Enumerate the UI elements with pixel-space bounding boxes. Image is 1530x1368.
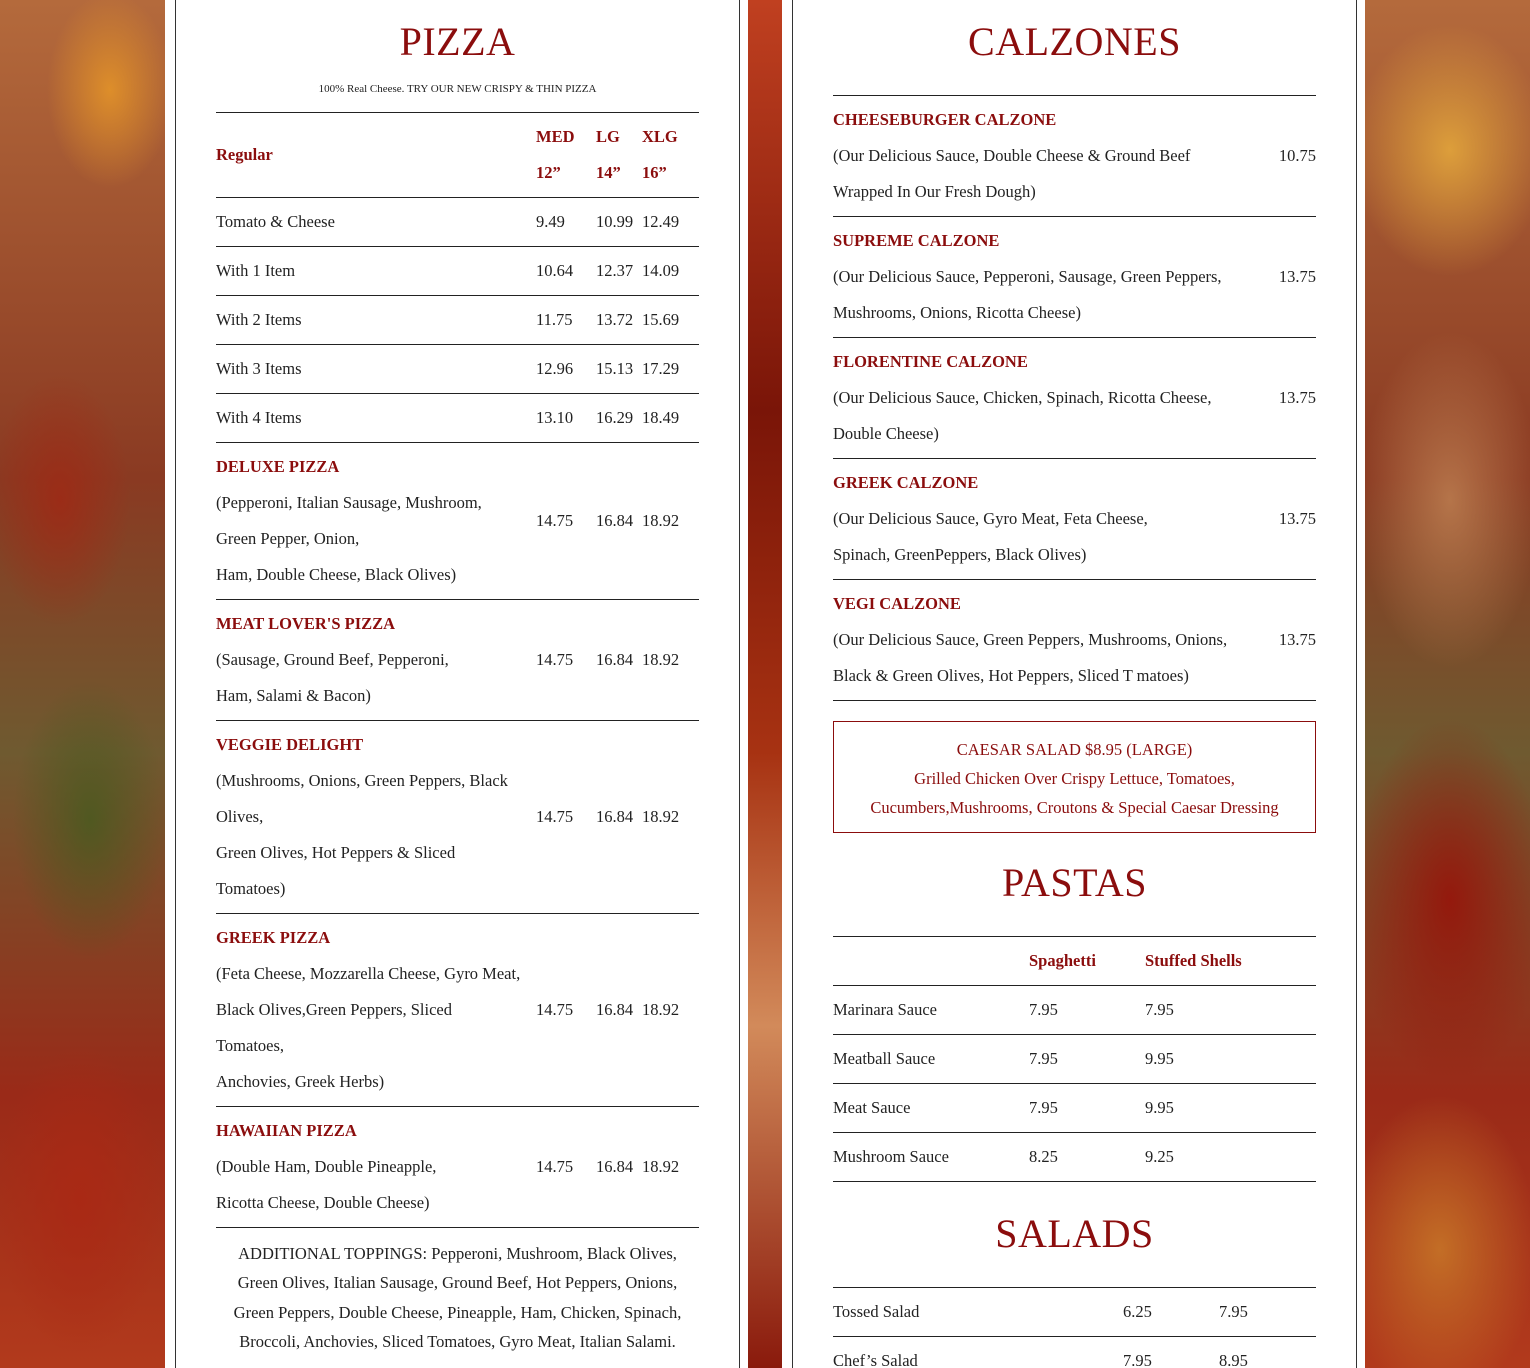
size-label: MED: [536, 127, 575, 146]
xlg-header: [642, 119, 699, 191]
price-lg: 16.84: [596, 1000, 634, 1019]
calzone-price: 10.75: [1278, 146, 1316, 165]
calzone-info: [833, 465, 1273, 573]
salad-list: [833, 1288, 1316, 1368]
price-med: 13.10: [536, 408, 574, 427]
toppings-line: Green Olives, Italian Sausage, Ground Beef, Hot Peppers, Onions,: [237, 1273, 678, 1293]
specialty-pizza-title: DELUXE PIZZA: [216, 457, 340, 476]
calzone-info: [833, 586, 1273, 694]
specialty-pizza-desc: Green Olives, Hot Peppers & Sliced: [216, 843, 456, 862]
price-lg: 15.13: [596, 359, 634, 378]
price-xlg: 18.92: [642, 511, 680, 530]
calzone-title: FLORENTINE CALZONE: [833, 352, 1028, 371]
specialty-pizza-title: HAWAIIAN PIZZA: [216, 1121, 357, 1140]
pizza-header-row: [216, 113, 699, 198]
toppings-line: Broccoli, Anchovies, Sliced Tomatoes, Gyro Meat, Italian Salami.: [239, 1331, 676, 1351]
pizza-simple-list: [216, 198, 699, 443]
specialty-pizza-desc: Anchovies, Greek Herbs): [216, 1072, 385, 1091]
specialty-pizza-desc: Black Olives,Green Peppers, Sliced: [216, 1000, 452, 1019]
salad-row: [833, 1337, 1316, 1368]
calzone-info: [833, 223, 1273, 331]
price-lg: 16.84: [596, 807, 634, 826]
salad-price-large: 7.95: [1219, 1302, 1248, 1321]
price-med: 10.64: [536, 261, 574, 280]
specialty-pizza-title: VEGGIE DELIGHT: [216, 735, 364, 754]
calzone-panel: [782, 0, 1365, 1368]
calzone-price: 13.75: [1278, 388, 1316, 407]
specialty-pizza-row: [216, 443, 699, 600]
calzone-desc: Black & Green Olives, Hot Peppers, Sliced T matoes): [833, 666, 1189, 685]
price-lg: 13.72: [596, 310, 634, 329]
price-lg: 16.84: [596, 1157, 634, 1176]
specialty-pizza-desc: Ricotta Cheese, Double Cheese): [216, 1193, 430, 1212]
pizza-name: With 1 Item: [216, 261, 296, 280]
pasta-name: Mushroom Sauce: [833, 1147, 949, 1166]
salad-name: Tossed Salad: [833, 1302, 920, 1321]
pizza-name: With 2 Items: [216, 310, 302, 329]
specialty-pizza-desc: Green Pepper, Onion,: [216, 529, 360, 548]
pasta-name: Meat Sauce: [833, 1098, 911, 1117]
specialty-pizza-info: [216, 443, 536, 599]
calzone-info: [833, 344, 1273, 452]
calzone-list: [833, 96, 1316, 701]
pizza-subtitle: 100% Real Cheese. TRY OUR NEW CRISPY & THIN PIZZA: [318, 83, 597, 95]
pizza-section: [216, 18, 699, 1356]
calzone-info: [833, 102, 1273, 210]
price-xlg: 18.92: [642, 1000, 680, 1019]
specialty-pizza-desc: Olives,: [216, 807, 264, 826]
size-label: XLG: [642, 127, 678, 146]
stuffed-shells-price: 9.25: [1145, 1147, 1174, 1166]
calzone-desc: (Our Delicious Sauce, Green Peppers, Mushrooms, Onions,: [833, 630, 1228, 649]
spaghetti-price: 7.95: [1029, 1049, 1058, 1068]
pizza-row: [216, 198, 699, 247]
price-xlg: 18.92: [642, 807, 680, 826]
specialty-pizza-desc: Tomatoes,: [216, 1036, 285, 1055]
price-lg: 16.84: [596, 511, 634, 530]
calzone-section: [833, 18, 1316, 1368]
specialty-pizza-row: [216, 721, 699, 914]
caesar-line: Cucumbers,Mushrooms, Croutons & Special Caesar Dressing: [870, 798, 1279, 817]
price-xlg: 18.92: [642, 650, 680, 669]
pizza-name: With 3 Items: [216, 359, 302, 378]
price-med: 14.75: [536, 807, 574, 826]
calzone-desc: (Our Delicious Sauce, Double Cheese & Ground Beef: [833, 146, 1191, 165]
calzone-desc: (Our Delicious Sauce, Gyro Meat, Feta Cheese,: [833, 509, 1148, 528]
additional-toppings: [216, 1228, 699, 1356]
pasta-list: [833, 986, 1316, 1182]
stuffed-shells-price: 7.95: [1145, 1000, 1174, 1019]
caesar-salad-box: [833, 721, 1316, 833]
pasta-name: Meatball Sauce: [833, 1049, 936, 1068]
specialty-pizza-desc: (Feta Cheese, Mozzarella Cheese, Gyro Meat,: [216, 964, 521, 983]
pasta-row: [833, 986, 1316, 1035]
specialty-pizza-info: [216, 600, 536, 720]
price-xlg: 15.69: [642, 310, 680, 329]
price-xlg: 18.49: [642, 408, 680, 427]
lg-header: [596, 119, 642, 191]
stuffed-shells-price: 9.95: [1145, 1098, 1174, 1117]
pasta-header-row: [833, 937, 1316, 986]
calzone-row: [833, 217, 1316, 338]
salad-row: [833, 1288, 1316, 1337]
specialty-pizza-row: [216, 914, 699, 1107]
spaghetti-price: 7.95: [1029, 1098, 1058, 1117]
specialty-pizza-desc: Ham, Double Cheese, Black Olives): [216, 565, 457, 584]
calzone-title: VEGI CALZONE: [833, 594, 961, 613]
specialty-pizza-desc: Tomatoes): [216, 879, 286, 898]
size-label: LG: [596, 127, 620, 146]
specialty-pizza-info: [216, 914, 536, 1106]
stuffed-shells-header: Stuffed Shells: [1145, 951, 1242, 970]
price-med: 14.75: [536, 650, 574, 669]
calzone-desc: Double Cheese): [833, 424, 939, 443]
specialty-pizza-row: [216, 600, 699, 721]
price-xlg: 14.09: [642, 261, 680, 280]
regular-label: Regular: [216, 145, 273, 164]
specialty-pizza-row: [216, 1107, 699, 1228]
pizza-row: [216, 247, 699, 296]
calzone-title: SUPREME CALZONE: [833, 231, 1000, 250]
pasta-row: [833, 1084, 1316, 1133]
salads-title: SALADS: [995, 1211, 1154, 1256]
price-med: 9.49: [536, 212, 565, 231]
pizza-specialty-list: [216, 443, 699, 1228]
price-lg: 16.84: [596, 650, 634, 669]
specialty-pizza-info: [216, 1107, 536, 1227]
pizza-row: [216, 296, 699, 345]
calzones-title: CALZONES: [968, 19, 1181, 64]
pasta-row: [833, 1133, 1316, 1182]
price-lg: 12.37: [596, 261, 634, 280]
background-strip: [748, 0, 782, 1368]
calzone-price: 13.75: [1278, 630, 1316, 649]
size-inches: 12”: [536, 163, 561, 182]
calzone-price: 13.75: [1278, 509, 1316, 528]
specialty-pizza-info: [216, 721, 536, 913]
price-lg: 16.29: [596, 408, 634, 427]
spaghetti-price: 7.95: [1029, 1000, 1058, 1019]
calzone-desc: (Our Delicious Sauce, Pepperoni, Sausage, Green Peppers,: [833, 267, 1222, 286]
specialty-pizza-title: GREEK PIZZA: [216, 928, 331, 947]
stuffed-shells-price: 9.95: [1145, 1049, 1174, 1068]
salad-price-small: 7.95: [1123, 1351, 1152, 1368]
price-med: 12.96: [536, 359, 574, 378]
specialty-pizza-desc: (Sausage, Ground Beef, Pepperoni,: [216, 650, 449, 669]
price-med: 14.75: [536, 1000, 574, 1019]
calzone-row: [833, 96, 1316, 217]
specialty-pizza-desc: (Double Ham, Double Pineapple,: [216, 1157, 437, 1176]
pizza-row: [216, 345, 699, 394]
specialty-pizza-desc: (Mushrooms, Onions, Green Peppers, Black: [216, 771, 508, 790]
calzone-desc: (Our Delicious Sauce, Chicken, Spinach, Ricotta Cheese,: [833, 388, 1212, 407]
spaghetti-header: Spaghetti: [1029, 951, 1096, 970]
pizza-panel: [165, 0, 748, 1368]
specialty-pizza-desc: (Pepperoni, Italian Sausage, Mushroom,: [216, 493, 482, 512]
price-med: 14.75: [536, 511, 574, 530]
salad-price-small: 6.25: [1123, 1302, 1152, 1321]
price-med: 14.75: [536, 1157, 574, 1176]
salad-price-large: 8.95: [1219, 1351, 1248, 1368]
size-inches: 14”: [596, 163, 621, 182]
price-xlg: 12.49: [642, 212, 680, 231]
spaghetti-price: 8.25: [1029, 1147, 1058, 1166]
calzone-desc: Mushrooms, Onions, Ricotta Cheese): [833, 303, 1081, 322]
caesar-line: Grilled Chicken Over Crispy Lettuce, Tomatoes,: [914, 769, 1235, 788]
pasta-name: Marinara Sauce: [833, 1000, 937, 1019]
pasta-row: [833, 1035, 1316, 1084]
specialty-pizza-title: MEAT LOVER'S PIZZA: [216, 614, 396, 633]
pizza-name: Tomato & Cheese: [216, 212, 335, 231]
price-xlg: 18.92: [642, 1157, 680, 1176]
pizza-name: With 4 Items: [216, 408, 302, 427]
price-med: 11.75: [536, 310, 573, 329]
calzone-price: 13.75: [1278, 267, 1316, 286]
specialty-pizza-desc: Ham, Salami & Bacon): [216, 686, 371, 705]
price-xlg: 17.29: [642, 359, 680, 378]
toppings-line: Green Peppers, Double Cheese, Pineapple, Ham, Chicken, Spinach,: [233, 1302, 682, 1322]
pizza-row: [216, 394, 699, 443]
toppings-line: ADDITIONAL TOPPINGS: Pepperoni, Mushroom, Black Olives,: [238, 1244, 677, 1263]
med-header: [536, 119, 596, 191]
calzone-row: [833, 459, 1316, 580]
price-lg: 10.99: [596, 212, 634, 231]
pastas-title: PASTAS: [1001, 860, 1148, 905]
calzone-row: [833, 580, 1316, 701]
caesar-title: CAESAR SALAD $8.95 (LARGE): [956, 740, 1193, 759]
calzone-desc: Spinach, GreenPeppers, Black Olives): [833, 545, 1087, 564]
calzone-row: [833, 338, 1316, 459]
calzone-title: GREEK CALZONE: [833, 473, 979, 492]
pizza-title: PIZZA: [399, 19, 516, 64]
salad-name: Chef’s Salad: [833, 1351, 918, 1368]
calzone-desc: Wrapped In Our Fresh Dough): [833, 182, 1036, 201]
size-inches: 16”: [642, 163, 667, 182]
calzone-title: CHEESEBURGER CALZONE: [833, 110, 1057, 129]
